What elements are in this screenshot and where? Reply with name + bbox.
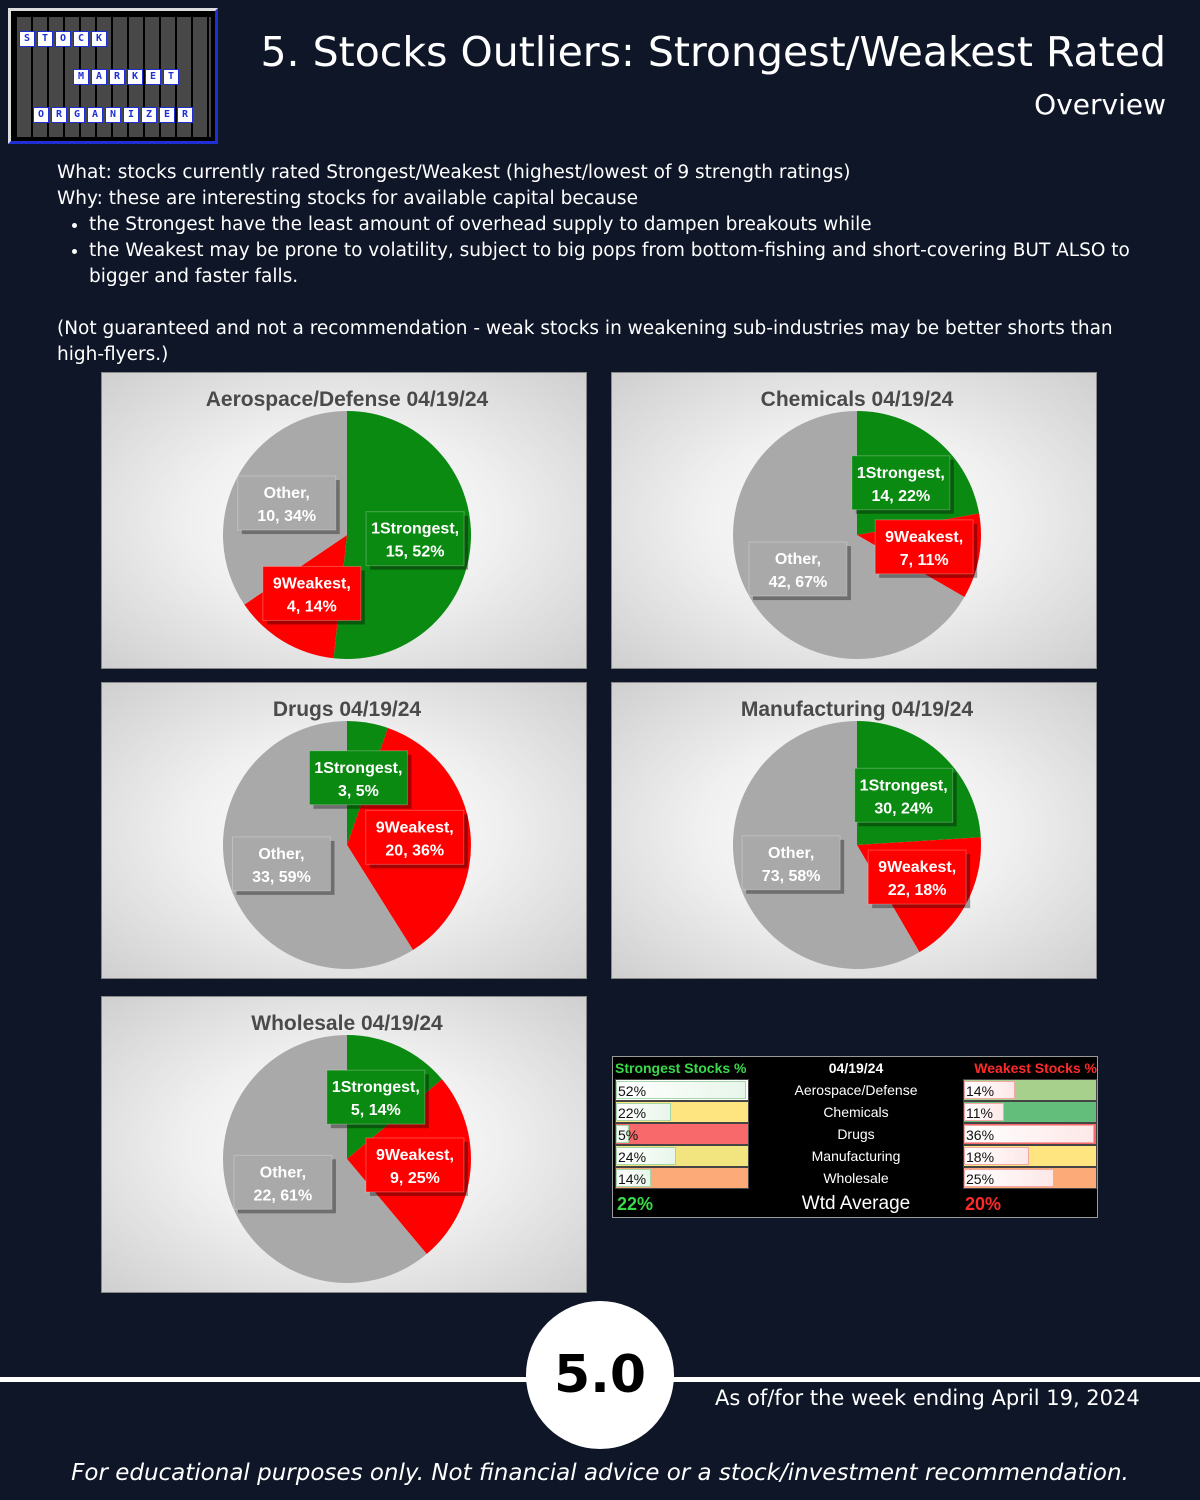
logo-letter: T — [163, 69, 179, 85]
chart-title: Chemicals 04/19/24 — [760, 388, 954, 411]
strongest-cell — [615, 1167, 749, 1189]
table-row — [613, 1079, 1099, 1101]
svg-text:9Weakest,: 9Weakest, — [878, 859, 957, 877]
svg-text:9Weakest,: 9Weakest, — [375, 1146, 454, 1164]
weakest-cell — [963, 1167, 1097, 1189]
logo-letter: R — [177, 107, 193, 123]
logo-letter: N — [105, 107, 121, 123]
intro-bullet-weakest: • the Weakest may be prone to volatility, subject to big pops from bottom-fishing and short-covering BUT ALSO to bigger and faster falls. — [89, 238, 1157, 290]
svg-text:Other,: Other, — [258, 845, 305, 863]
svg-text:Other,: Other, — [774, 551, 822, 569]
table-row — [613, 1167, 1099, 1189]
pie-chart-svg — [612, 683, 1098, 980]
svg-text:1Strongest,: 1Strongest, — [371, 520, 460, 538]
intro-note: (Not guaranteed and not a recommendation - weak stocks in weakening sub-industries may be better shorts than high-flyers.) — [57, 318, 1113, 365]
weakest-cell — [963, 1079, 1097, 1101]
weakest-value: 14% — [966, 1083, 995, 1099]
pie-chart-drugs — [101, 682, 587, 979]
chart-title: Manufacturing 04/19/24 — [740, 698, 974, 721]
logo-letter: K — [127, 69, 143, 85]
pie-chart-svg — [102, 683, 588, 980]
table-row — [613, 1123, 1099, 1145]
wtd-average-strongest: 22% — [617, 1194, 654, 1214]
weakest-value: 25% — [966, 1171, 995, 1187]
logo-letter: A — [87, 107, 103, 123]
svg-text:9Weakest,: 9Weakest, — [375, 819, 454, 837]
pie-label-other — [749, 542, 851, 600]
pie-label-strongest — [852, 456, 954, 514]
pie-label-weakest — [263, 566, 365, 624]
sub-industry-name: Chemicals — [823, 1104, 889, 1120]
intro-bullet-strongest: • the Strongest have the least amount of overhead supply to dampen breakouts while — [89, 212, 1157, 238]
stock-market-organizer-logo — [8, 8, 218, 144]
weakest-cell — [963, 1101, 1097, 1123]
pie-label-weakest — [366, 1138, 468, 1196]
page-title: 5. Stocks Outliers: Strongest/Weakest Rated — [260, 28, 1166, 76]
logo-letter: O — [33, 107, 49, 123]
strongest-value: 52% — [618, 1083, 647, 1099]
logo-letter: G — [69, 107, 85, 123]
summary-table — [612, 1056, 1098, 1218]
svg-text:3, 5%: 3, 5% — [337, 782, 379, 800]
svg-text:1Strongest,: 1Strongest, — [856, 464, 945, 482]
svg-text:Other,: Other, — [259, 1164, 307, 1182]
pie-chart-svg — [102, 373, 588, 670]
svg-text:73, 58%: 73, 58% — [761, 867, 821, 885]
svg-text:20, 36%: 20, 36% — [385, 842, 445, 860]
svg-text:9, 25%: 9, 25% — [390, 1169, 440, 1187]
summary-footer-row — [613, 1191, 1099, 1217]
svg-text:1Strongest,: 1Strongest, — [331, 1079, 420, 1097]
svg-text:Other,: Other, — [263, 485, 310, 503]
svg-text:Other,: Other, — [768, 844, 815, 862]
logo-word-organizer — [33, 107, 193, 123]
logo-letter: T — [37, 31, 53, 47]
svg-text:33, 59%: 33, 59% — [252, 868, 311, 886]
pie-label-strongest — [309, 751, 411, 809]
summary-header-row — [613, 1057, 1099, 1079]
strongest-cell — [615, 1123, 749, 1145]
logo-letter: A — [91, 69, 107, 85]
logo-letter: Z — [141, 107, 157, 123]
svg-text:1Strongest,: 1Strongest, — [859, 777, 948, 795]
pie-label-other — [234, 1155, 336, 1213]
disclaimer: For educational purposes only. Not financial advice or a stock/investment recommendation. — [71, 1460, 1129, 1486]
weakest-value: 11% — [966, 1105, 993, 1121]
pie-chart-wholesale — [101, 996, 587, 1293]
strongest-value: 14% — [618, 1171, 647, 1187]
weakest-value: 36% — [966, 1127, 995, 1143]
pie-label-strongest — [366, 512, 468, 570]
logo-letter: E — [145, 69, 161, 85]
section-badge: 5.0 — [526, 1301, 674, 1449]
weakest-cell — [963, 1123, 1097, 1145]
svg-text:10, 34%: 10, 34% — [257, 508, 317, 526]
intro-why: Why: these are interesting stocks for available capital because — [57, 188, 638, 209]
pie-label-strongest — [855, 768, 957, 826]
pie-label-other — [232, 837, 334, 895]
table-row — [613, 1145, 1099, 1167]
table-row — [613, 1101, 1099, 1123]
logo-word-market — [73, 69, 179, 85]
header-date: 04/19/24 — [828, 1060, 884, 1076]
strongest-cell — [615, 1079, 749, 1101]
pie-label-weakest — [366, 810, 468, 868]
logo-letter: E — [159, 107, 175, 123]
svg-text:22, 61%: 22, 61% — [253, 1187, 313, 1205]
sub-industry-name: Drugs — [837, 1126, 875, 1142]
strongest-value: 22% — [618, 1105, 647, 1121]
svg-text:15, 52%: 15, 52% — [385, 543, 445, 561]
svg-text:9Weakest,: 9Weakest, — [272, 575, 351, 593]
pie-label-strongest — [327, 1070, 429, 1128]
intro-text — [57, 160, 1157, 368]
wtd-average-label: Wtd Average — [801, 1193, 911, 1214]
logo-letter: S — [19, 31, 35, 47]
logo-letter: R — [51, 107, 67, 123]
logo-letter: O — [55, 31, 71, 47]
sub-industry-name: Wholesale — [823, 1170, 889, 1186]
svg-text:42, 67%: 42, 67% — [768, 574, 828, 592]
logo-letter: C — [73, 31, 89, 47]
header-strongest: Strongest Stocks % — [615, 1060, 747, 1076]
pie-chart-chemicals — [611, 372, 1097, 669]
chart-title: Wholesale 04/19/24 — [251, 1012, 443, 1035]
pie-chart-manufacturing — [611, 682, 1097, 979]
logo-letter: M — [73, 69, 89, 85]
header-weakest: Weakest Stocks % — [974, 1060, 1097, 1076]
sub-industry-name: Manufacturing — [811, 1148, 901, 1164]
strongest-cell — [615, 1145, 749, 1167]
logo-letter: R — [109, 69, 125, 85]
strongest-cell — [615, 1101, 749, 1123]
svg-text:14, 22%: 14, 22% — [871, 487, 931, 505]
page-subtitle: Overview — [1034, 88, 1166, 121]
svg-text:30, 24%: 30, 24% — [874, 800, 934, 818]
logo-letter: K — [91, 31, 107, 47]
logo-letter: I — [123, 107, 139, 123]
svg-text:7, 11%: 7, 11% — [899, 551, 949, 569]
pie-label-weakest — [875, 520, 977, 578]
pie-chart-svg — [102, 997, 588, 1294]
weakest-value: 18% — [966, 1149, 995, 1165]
pie-chart-svg — [612, 373, 1098, 670]
weakest-cell — [963, 1145, 1097, 1167]
pie-label-other — [742, 836, 844, 894]
svg-text:5, 14%: 5, 14% — [350, 1102, 401, 1120]
chart-title: Drugs 04/19/24 — [272, 698, 422, 721]
svg-text:22, 18%: 22, 18% — [887, 882, 947, 900]
sub-industry-name: Aerospace/Defense — [794, 1082, 918, 1098]
strongest-value: 24% — [618, 1149, 647, 1165]
intro-bullets — [89, 212, 1157, 290]
pie-label-other — [238, 476, 340, 534]
logo-word-stock — [19, 31, 107, 47]
svg-text:9Weakest,: 9Weakest, — [885, 528, 964, 546]
wtd-average-weakest: 20% — [965, 1194, 1002, 1214]
strongest-value: 5% — [618, 1127, 639, 1143]
as-of-date: As of/for the week ending April 19, 2024 — [715, 1386, 1140, 1410]
chart-title: Aerospace/Defense 04/19/24 — [205, 388, 489, 411]
pie-chart-aerospace-defense — [101, 372, 587, 669]
intro-what: What: stocks currently rated Strongest/Weakest (highest/lowest of 9 strength ratings) — [57, 162, 851, 183]
pie-label-weakest — [868, 850, 970, 908]
svg-text:4, 14%: 4, 14% — [286, 598, 337, 616]
svg-text:1Strongest,: 1Strongest, — [314, 759, 403, 777]
